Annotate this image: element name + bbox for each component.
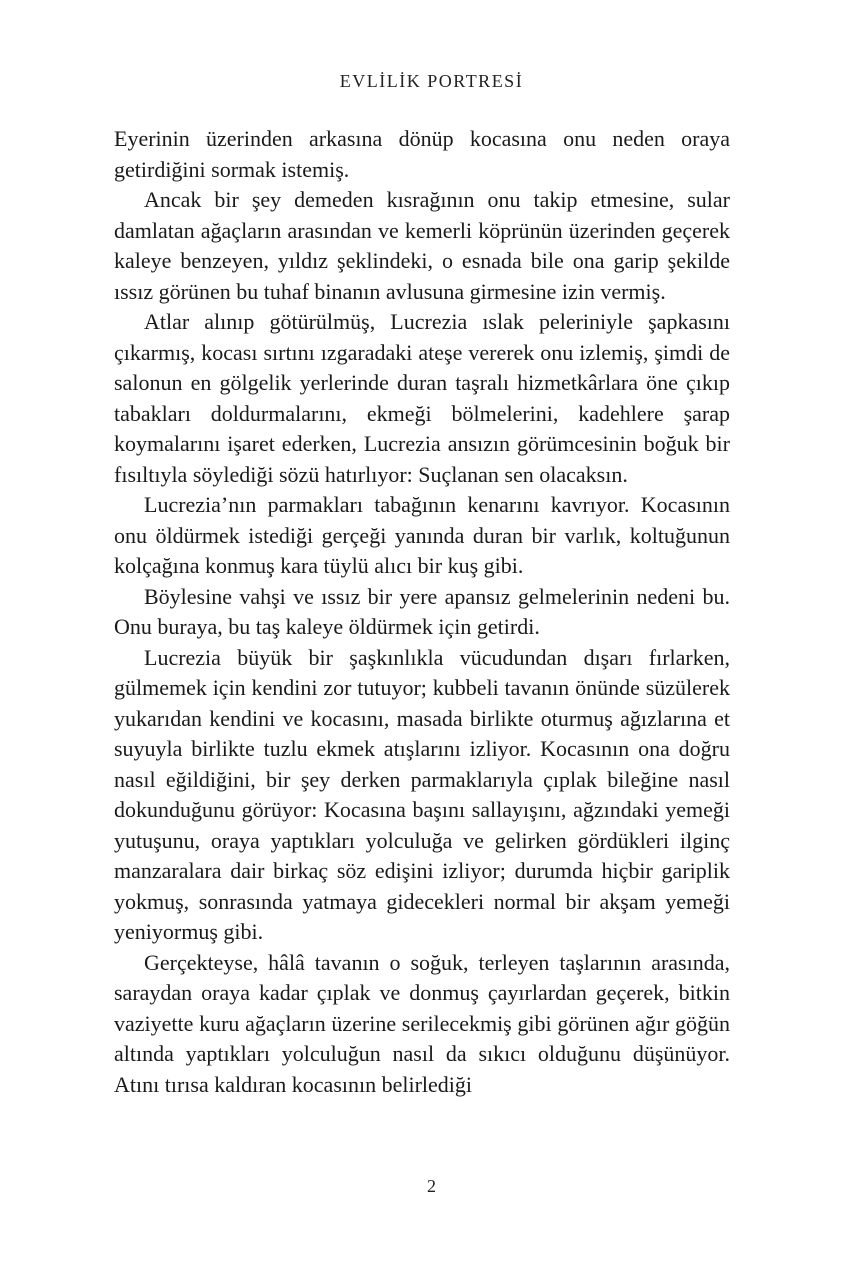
page-number: 2 [427,1176,436,1196]
paragraph: Eyerinin üzerinden arkasına dönüp kocasına onu neden oraya getirdiğini sormak istemiş. [114,126,730,182]
paragraph: Lucrezia büyük bir şaşkınlıkla vücudundan dışarı fırlarken, gülmemek için kendini zor tutuyor; kubbeli tavanın önünde süzülerek yukarıdan kendini ve kocasını, masada birlikte oturmuş ağızlarına et suyuyla birlikte tuzlu ekmek atışlarını izliyor. Kocasının ona doğru nasıl eğildiğini, bir şey derken parmaklarıyla çıplak bileğine nasıl dokunduğunu görüyor: Kocasına başını sallayışını, ağzındaki yemeği yutuşunu, oraya yaptıkları yolculuğa ve gelirken gördükleri ilginç manzaralara dair birkaç söz edişini izliyor; durumda hiçbir gariplik yokmuş, sonrasında yatmaya gidecekleri normal bir akşam yemeği yeniyormuş gibi. [114,644,730,944]
paragraph: Atlar alınıp götürülmüş, Lucrezia ıslak peleriniyle şapkasını çıkarmış, kocası sırtını ızgaradaki ateşe vererek onu izlemiş, şimdi de salonun en gölgelik yerlerinde duran taşralı hizmetkârlara öne çıkıp tabakları doldurmalarını, ekmeği bölmelerini, kadehlere şarap koymalarını işaret ederken, Lucrezia ansızın görümcesinin boğuk bir fısıltıyla söylediği sözü hatırlıyor: Suçlanan sen olacaksın. [114,309,730,487]
body-text [114,124,730,1100]
running-head: EVLİLİK PORTRESİ [339,71,524,91]
paragraph: Gerçekteyse, hâlâ tavanın o soğuk, terleyen taşlarının arasında, saraydan oraya kadar çıplak ve donmuş çayırlardan geçerek, bitkin vaziyette kuru ağaçların üzerine serilecekmiş gibi görünen ağır göğün altında yaptıkları yolculuğun nasıl da sıkıcı olduğunu düşünüyor. Atını tırısa kaldıran kocasının belirlediği [114,949,730,1097]
paragraph: Böylesine vahşi ve ıssız bir yere apansız gelmelerinin nedeni bu. Onu buraya, bu taş kaleye öldürmek için getirdi. [114,583,730,639]
paragraph: Lucrezia’nın parmakları tabağının kenarını kavrıyor. Kocasının onu öldürmek istediği gerçeği yanında duran bir varlık, koltuğunun kolçağına konmuş kara tüylü alıcı bir kuş gibi. [114,492,730,578]
paragraph: Ancak bir şey demeden kısrağının onu takip etmesine, sular damlatan ağaçların arasından ve kemerli köprünün üzerinden geçerek kaleye benzeyen, yıldız şeklindeki, o esnada bile ona garip şekilde ıssız görünen bu tuhaf binanın avlusuna girmesine izin vermiş. [114,187,730,304]
